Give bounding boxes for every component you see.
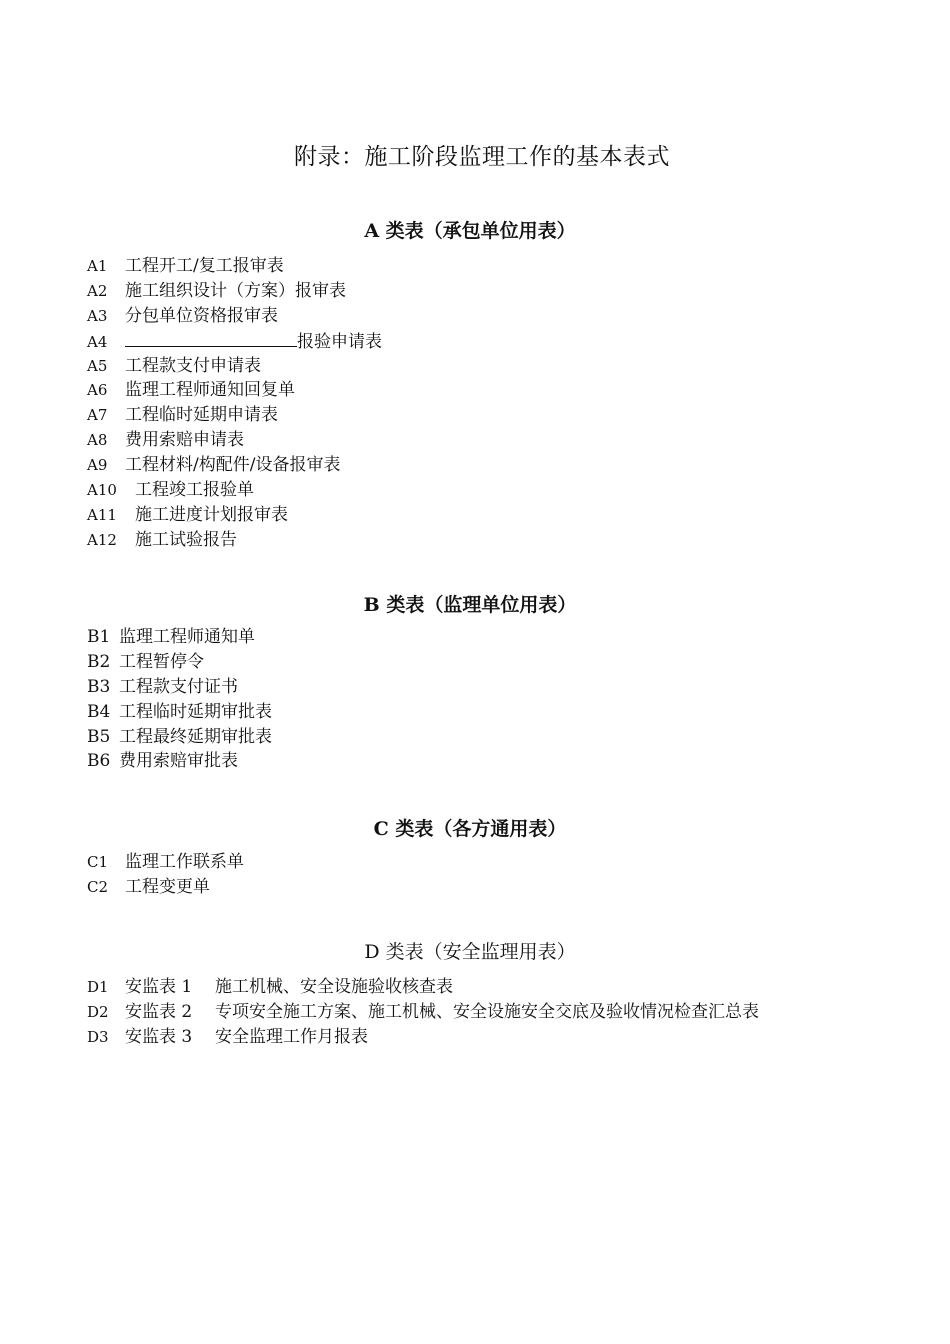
section-c-list xyxy=(87,850,244,900)
item-code: C1 xyxy=(87,853,109,871)
item-code: B2 xyxy=(87,651,111,672)
list-item xyxy=(87,650,272,675)
item-text: 工程款支付证书 xyxy=(119,676,238,697)
item-code: A5 xyxy=(87,356,108,375)
item-text: 工程竣工报验单 xyxy=(135,480,254,501)
list-item xyxy=(87,378,382,403)
item-code: D3 xyxy=(87,1027,109,1046)
item-code: A2 xyxy=(87,281,108,300)
list-item xyxy=(87,1000,759,1025)
list-item xyxy=(87,403,382,428)
item-text: 报验申请表 xyxy=(297,331,382,352)
list-item xyxy=(87,749,272,774)
item-code: A10 xyxy=(87,481,117,500)
item-code: B3 xyxy=(87,676,111,697)
list-item xyxy=(87,354,382,379)
list-item xyxy=(87,675,272,700)
item-code: B5 xyxy=(87,726,111,747)
section-c-heading: C 类表（各方通用表） xyxy=(373,818,567,840)
item-text: 施工组织设计（方案）报审表 xyxy=(125,280,346,301)
item-code: A8 xyxy=(87,431,108,450)
item-text: 工程材料/构配件/设备报审表 xyxy=(125,455,341,476)
section-b-heading: B 类表（监理单位用表） xyxy=(363,594,577,616)
item-text: 费用索赔申请表 xyxy=(125,430,244,451)
list-item xyxy=(87,428,382,453)
item-text: 专项安全施工方案、施工机械、安全设施安全交底及验收情况检查汇总表 xyxy=(215,1001,759,1022)
list-item xyxy=(87,850,244,875)
item-code: B1 xyxy=(87,627,111,647)
list-item xyxy=(87,528,382,553)
item-text: 监理工程师通知单 xyxy=(119,627,255,647)
item-code: C2 xyxy=(87,877,109,896)
list-item xyxy=(87,478,382,503)
item-code: A3 xyxy=(87,306,108,325)
item-code: A6 xyxy=(87,381,108,400)
list-item xyxy=(87,279,382,304)
item-subcode: 安监表 2 xyxy=(125,1001,193,1022)
list-item xyxy=(87,725,272,750)
item-code: A9 xyxy=(87,456,108,475)
section-d-heading: D 类表（安全监理用表） xyxy=(364,941,576,963)
item-code: B6 xyxy=(87,751,111,772)
list-item xyxy=(87,700,272,725)
item-text: 施工试验报告 xyxy=(135,529,237,550)
item-code: D2 xyxy=(87,1002,109,1021)
item-text: 工程临时延期审批表 xyxy=(119,701,272,722)
item-text: 施工机械、安全设施验收核查表 xyxy=(215,977,453,997)
fill-in-blank-line xyxy=(125,329,297,347)
item-subcode: 安监表 1 xyxy=(125,977,193,997)
item-code: B4 xyxy=(87,701,111,722)
item-text: 费用索赔审批表 xyxy=(119,751,238,772)
section-a-list xyxy=(87,254,382,553)
item-text: 分包单位资格报审表 xyxy=(125,305,278,326)
list-item xyxy=(87,503,382,528)
item-text: 工程暂停令 xyxy=(119,651,204,672)
item-code: A11 xyxy=(87,505,117,524)
item-code: A12 xyxy=(87,530,117,549)
list-item xyxy=(87,1025,759,1050)
item-text: 监理工作联系单 xyxy=(125,852,244,872)
item-text: 工程变更单 xyxy=(125,876,210,897)
item-text: 工程开工/复工报审表 xyxy=(125,256,284,276)
item-code: A4 xyxy=(87,332,108,351)
item-text: 工程最终延期审批表 xyxy=(119,726,272,747)
section-a-heading: A 类表（承包单位用表） xyxy=(364,220,576,242)
list-item xyxy=(87,254,382,279)
list-item xyxy=(87,625,272,650)
section-d-list xyxy=(87,975,759,1050)
page-title: 附录：施工阶段监理工作的基本表式 xyxy=(294,144,670,170)
item-code: D1 xyxy=(87,978,109,996)
list-item xyxy=(87,304,382,329)
list-item xyxy=(87,875,244,900)
list-item xyxy=(87,975,759,1000)
item-text: 工程临时延期申请表 xyxy=(125,405,278,426)
item-text: 监理工程师通知回复单 xyxy=(125,380,295,401)
item-code: A1 xyxy=(87,257,108,275)
item-text: 安全监理工作月报表 xyxy=(215,1026,368,1047)
list-item xyxy=(87,453,382,478)
item-code: A7 xyxy=(87,406,108,425)
item-subcode: 安监表 3 xyxy=(125,1026,193,1047)
section-b-list xyxy=(87,625,272,774)
list-item xyxy=(87,329,382,354)
item-text: 施工进度计划报审表 xyxy=(135,504,288,525)
item-text: 工程款支付申请表 xyxy=(125,355,261,376)
